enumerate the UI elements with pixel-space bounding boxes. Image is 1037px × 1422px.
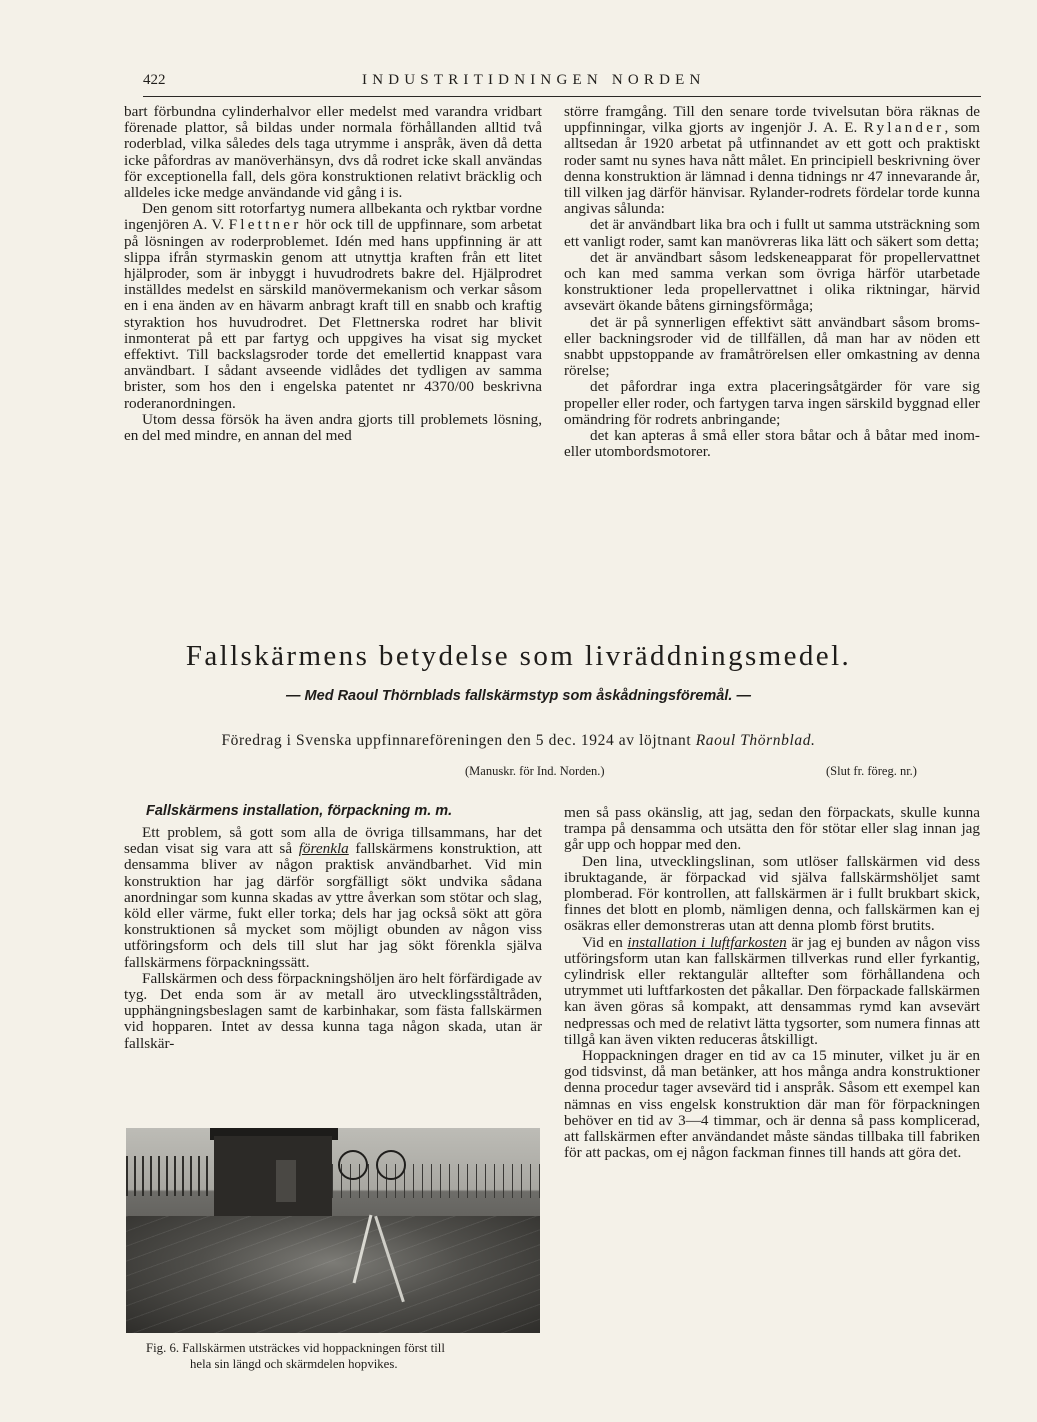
paragraph: men så pass okänslig, att jag, sedan den förpackats, skulle kunna trampa på densamma och utsätta den för stötar eller slag innan jag går upp och hoppar med den. bbox=[564, 804, 980, 854]
paragraph: Den lina, utvecklingslinan, som utlöser fallskärmen vid dess ibruktagande, är förpackad vid själva fallskärmshöljet samt plomberad. För kontrollen, att fallskärmen är i fullt brukbart skick, finnes det blott en plomb, nämligen denna, och fallskärmen kan ej osäkras eller demonstreras utan att denna plomb först brutits. bbox=[564, 852, 980, 935]
paragraph: Hoppackningen drager en tid av ca 15 minuter, vilket ju är en god tidsvinst, då man betänker, att hos många andra konstruktioner denna procedur tager avsevärd tid i anspråk. Såsom ett exempel kan nämnas en viss engelsk konstruktion där man för förpackningen behöver en tid av 3—4 timmar, och är denna så pass komplicerad, att fallskärmen efter användandet måste sändas tillbaka till fabriken för att packas, om ej någon fackman finnes till hands att göra det. bbox=[564, 1047, 980, 1162]
photo-fence bbox=[126, 1156, 218, 1196]
journal-title: INDUSTRITIDNINGEN NORDEN bbox=[362, 72, 706, 88]
paragraph: Ett problem, så gott som alla de övriga tillsammans, har det sedan visat sig vara att så förenkla fallskärmens konstruktion, att densamma bliver av någon praktisk användbarhet. Vid min konstruktion har jag därför sorgfälligt sökt undvika sådana anordningar som kunna skadas av yttre åverkan som stötar och slag, köld eller värme, fukt eller torka; dels har jag också sökt att göra konstruktionen så mycket som möjligt obunden av någon viss utföringsform och dels till slut har jag sökt förenkla själva fallskärmens förpackningssätt. bbox=[124, 824, 542, 971]
top-right-column bbox=[564, 104, 980, 460]
list-item: det är användbart såsom ledskeneapparat för propellervattnet och kan med samma verkan som övriga härför utarbetade konstruktioner leda propellervattnet i olika riktningar, härvid avsevärt ökande båtens girningsförmåga; bbox=[564, 248, 980, 315]
list-item: det kan apteras å små eller stora båtar och å båtar med inom- eller utombordsmotorer. bbox=[564, 427, 980, 461]
article-subtitle: — Med Raoul Thörnblads fallskärmstyp som åskådningsföremål. — bbox=[286, 688, 751, 704]
photo-wheel bbox=[376, 1150, 406, 1180]
lecture-info: Föredrag i Svenska uppfinnareföreningen den 5 dec. 1924 av löjtnant Raoul Thörnblad. bbox=[221, 732, 816, 749]
paragraph: Fallskärmen och dess förpackningshöljen äro helt förfärdigade av tyg. Det enda som är av metall äro utvecklingsståltråden, upphängningsbeslagen samt de karbinhakar, som fästa fallskärmen vid hopparen. Intet av dessa kunna taga någon skada, utan är fallskär- bbox=[124, 969, 542, 1052]
section-heading: Fallskärmens installation, förpackning m. m. bbox=[146, 803, 453, 819]
person-name: Flettner bbox=[228, 216, 302, 234]
emphasis: installation i luftfarkosten bbox=[627, 933, 787, 951]
top-left-column bbox=[124, 104, 542, 444]
photo-door bbox=[276, 1160, 296, 1202]
paragraph: Vid en installation i luftfarkosten är jag ej bunden av någon viss utföringsform utan kan fallskärmen tillverkas rund eller fyrkantig, cylindrisk eller rektangulär alltefter som förhållandena och utrymmet uti luftfarkosten det påkallar. Den förpackade fallskärmen kan även göras så kompakt, att densammas rymd kan avsevärt nedpressas och med de relativt lätta tygsorter, som numera finnas att tillgå kan även vikten reduceras åtskilligt. bbox=[564, 933, 980, 1048]
lecturer-name: Raoul Thörnblad. bbox=[695, 732, 816, 749]
list-item: det är användbart lika bra och i fullt ut samma utsträckning som ett vanligt roder, samt kan manövreras lika lätt och säkert som detta; bbox=[564, 216, 980, 250]
figure-photo bbox=[126, 1128, 540, 1333]
paragraph: större framgång. Till den senare torde tvivelsutan böra räknas de uppfinningar, vilka gjorts av ingenjör J. A. E. Rylander, som alltsedan år 1920 arbetat på utfinnandet av ett gott och praktiskt roder samt nu synes hava nått målet. En principiell beskrivning över denna konstruktion är lämnad i denna tidnings nr 47 innevarande år, till vilken jag därför hänvisar. Rylander-rodrets fördelar torde kunna angivas sålunda: bbox=[564, 103, 980, 218]
page-number: 422 bbox=[143, 72, 166, 88]
photo-texture bbox=[126, 1216, 540, 1333]
bottom-left-column bbox=[124, 825, 542, 1052]
paragraph: Utom dessa försök ha även andra gjorts till problemets lösning, en del med mindre, en annan del med bbox=[124, 410, 542, 445]
paragraph: bart förbundna cylinderhalvor eller medelst med varandra vridbart förenade plattor, så bildas under normala förhållanden alltid två roderblad, vilka således dels taga utrymme i anspråk, även då detta icke påfordras av manöverhänsyn, dvs då rodret icke skall användas för exceptionella fall, dels göra konstruktionen relativt bräcklig och alldeles icke medge användande vid gång i is. bbox=[124, 103, 542, 202]
figure-caption: Fig. 6. Fallskärmen utsträckes vid hoppackningen först till hela sin längd och skärmdelen hopvikes. bbox=[146, 1341, 445, 1371]
emphasis: förenkla bbox=[298, 840, 349, 858]
page-header bbox=[143, 70, 981, 97]
bottom-right-column bbox=[564, 805, 980, 1161]
source-note: (Manuskr. för Ind. Norden.) bbox=[465, 764, 605, 778]
photo-building bbox=[214, 1136, 332, 1216]
article-title: Fallskärmens betydelse som livräddningsmedel. bbox=[185, 640, 852, 672]
continuation-note: (Slut fr. föreg. nr.) bbox=[826, 764, 917, 778]
photo-wheel bbox=[338, 1150, 368, 1180]
list-item: det är på synnerligen effektivt sätt användbart såsom broms- eller backningsroder vid de tillfällen, då man har av nöden ett snabbt uppstoppande av framåtrörelsen eller omkastning av denna rörelse; bbox=[564, 313, 980, 380]
list-item: det påfordrar inga extra placeringsåtgärder för vare sig propeller eller roder, och fartygen tarva ingen särskild byggnad eller omändring för rodrets anbringande; bbox=[564, 378, 980, 428]
paragraph: Den genom sitt rotorfartyg numera allbekanta och ryktbar vordne ingenjören A. V. Flettner hör ock till de uppfinnare, som arbetat på lösningen av roderproblemet. Idén med hans uppfinning är att slippa ifrån styrmaskin genom att utnyttja kraften från ett litet hjälproder, som är inbyggt i huvudrodrets bakre del. Hjälprodret inställdes medelst en särskild manövermekanism och verkar såsom en i ena änden av en hävarm anbragt kraft till en snabb och kraftig styraktion hos huvudrodret. Det Flettnerska rodret har blivit inmonterat på ett par fartyg och uppgives ha visat sig mycket effektivt. Till backslagsroder torde det emellertid knappast vara användbart. I sådant avseende vidlådes det tydligen av samma brister, som hos den i engelska patentet nr 4370/00 beskrivna roderanordningen. bbox=[124, 200, 542, 412]
person-name: Rylander bbox=[863, 119, 945, 137]
